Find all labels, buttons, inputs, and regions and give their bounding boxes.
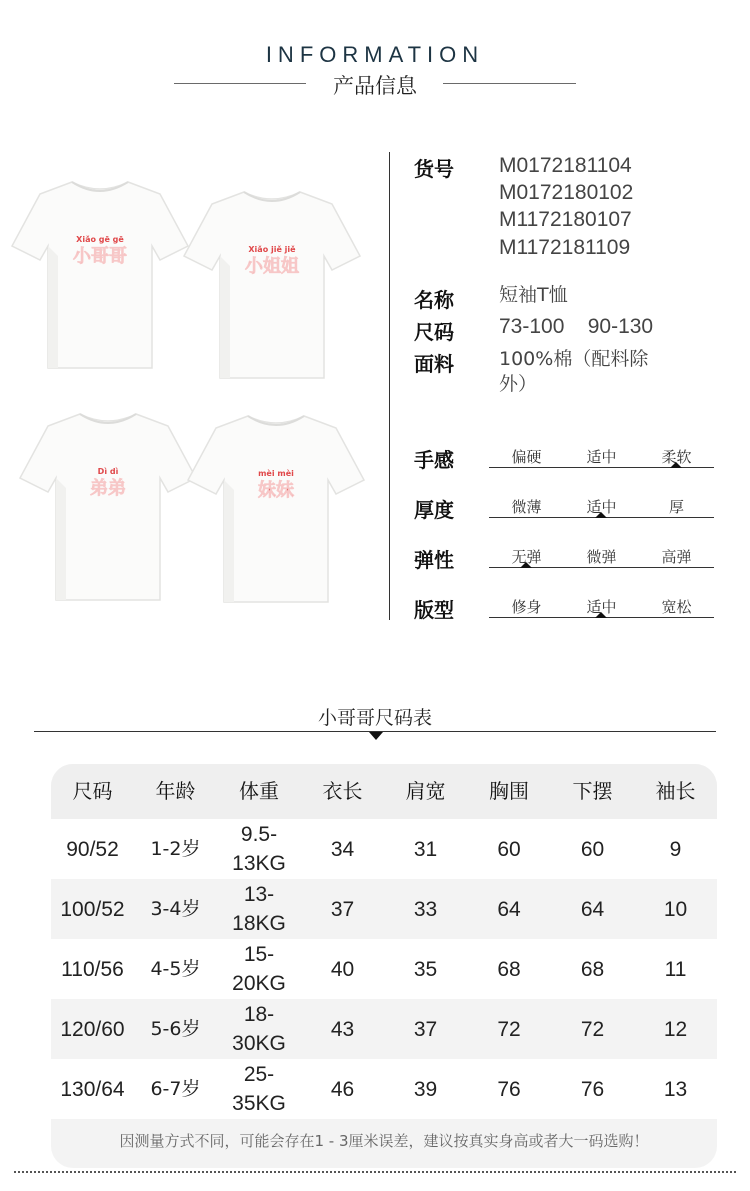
cell-shoulder: 31 — [413, 837, 438, 861]
cell-hem: 64 — [580, 897, 605, 921]
cell-length: 34 — [330, 837, 355, 861]
scale-option: 宽松 — [661, 598, 692, 616]
scale-option: 无弹 — [511, 548, 542, 566]
cell-chest: 60 — [497, 837, 521, 861]
tshirt-image-meimei — [186, 410, 366, 606]
cell-age: 1-2岁 — [150, 837, 201, 860]
cell-sleeve: 10 — [663, 897, 688, 921]
table-row — [51, 879, 717, 939]
cell-chest: 76 — [497, 1077, 521, 1101]
fabric-label: 面料 — [414, 352, 454, 376]
scale-option: 厚 — [668, 498, 684, 516]
weight-line: 30KG — [232, 1032, 286, 1055]
cell-weight — [217, 939, 301, 999]
measurement-note: 因测量方式不同，可能会存在1 - 3厘米误差，建议按真实身高或者大一码选购！ — [119, 1132, 649, 1150]
print-pinyin: Xiǎo gē gē — [76, 235, 124, 244]
scale-option: 高弹 — [661, 548, 692, 566]
tshirt-body — [184, 192, 360, 378]
header-cell: 衣长 — [322, 779, 363, 803]
info-divider — [389, 152, 390, 620]
scale-indicator-icon — [595, 612, 607, 618]
size-table-title: 小哥哥尺码表 — [317, 707, 432, 729]
print-pinyin: mèi mèi — [258, 469, 294, 478]
header-cell: 年龄 — [155, 779, 196, 803]
header-cell: 袖长 — [655, 779, 696, 803]
tshirt-image-didi — [18, 408, 198, 604]
cell-length: 46 — [330, 1077, 355, 1101]
table-row — [51, 999, 717, 1059]
cell-shoulder: 35 — [413, 957, 438, 981]
cell-hem: 72 — [580, 1017, 605, 1041]
fabric-value-cont: 外） — [499, 373, 538, 395]
table-header-row — [51, 764, 717, 819]
table-row — [51, 1059, 717, 1119]
cell-shoulder: 33 — [413, 897, 438, 921]
cell-chest: 72 — [497, 1017, 521, 1041]
cell-length: 40 — [330, 957, 355, 981]
print-text: 妹妹 — [258, 480, 294, 501]
scale-indicator-icon — [520, 562, 532, 568]
tshirt-drawing — [182, 186, 362, 382]
tshirt-drawing — [10, 176, 190, 372]
cell-age: 5-6岁 — [150, 1017, 201, 1040]
tshirt-body — [12, 182, 188, 368]
scale-option: 适中 — [586, 448, 617, 466]
print-text: 弟弟 — [90, 478, 126, 499]
cell-age: 3-4岁 — [150, 897, 201, 920]
section-title-cn: 产品信息 — [333, 74, 417, 98]
fit-scale — [489, 596, 714, 618]
weight-line: 20KG — [232, 972, 286, 995]
size-table — [51, 764, 717, 1168]
elasticity-label: 弹性 — [414, 548, 454, 572]
cell-shoulder: 37 — [413, 1017, 438, 1041]
caret-down-icon — [369, 732, 383, 740]
cell-sleeve: 13 — [663, 1077, 688, 1101]
tshirt-shade — [220, 256, 230, 378]
tshirt-shade — [56, 478, 66, 600]
cell-chest: 68 — [497, 957, 521, 981]
elasticity-scale — [489, 546, 714, 568]
cell-weight — [217, 999, 301, 1059]
print-pinyin: Xiǎo jiě jiě — [248, 245, 296, 254]
weight-line: 15- — [243, 943, 275, 966]
scale-option: 微薄 — [511, 498, 542, 516]
weight-line: 35KG — [232, 1092, 286, 1115]
name-label: 名称 — [414, 288, 454, 312]
bottom-dotted-divider — [14, 1171, 736, 1173]
item-no-label: 货号 — [414, 157, 454, 181]
scale-indicator-icon — [595, 512, 607, 518]
cell-size: 120/60 — [60, 1017, 125, 1041]
scale-option: 适中 — [586, 498, 617, 516]
scale-indicator-icon — [670, 462, 682, 468]
cell-size: 90/52 — [66, 837, 119, 861]
cell-sleeve: 12 — [663, 1017, 688, 1041]
weight-line: 25- — [243, 1063, 275, 1086]
scale-option: 微弹 — [586, 548, 617, 566]
feel-label: 手感 — [414, 448, 454, 472]
item-no-2: M0172180102 — [499, 181, 634, 204]
cell-sleeve: 11 — [664, 957, 687, 981]
weight-line: 13KG — [232, 852, 286, 875]
thickness-scale — [489, 496, 714, 518]
cell-length: 43 — [330, 1017, 355, 1041]
cell-age: 6-7岁 — [150, 1077, 201, 1100]
cell-weight — [217, 1059, 301, 1119]
print-text: 小姐姐 — [245, 256, 299, 277]
size-label: 尺码 — [414, 320, 454, 344]
size-value: 73-100 90-130 — [499, 315, 654, 338]
weight-line: 13- — [243, 883, 275, 906]
cell-sleeve: 9 — [669, 837, 682, 861]
cell-size: 130/64 — [60, 1077, 125, 1101]
cell-hem: 60 — [580, 837, 605, 861]
feel-scale — [489, 446, 714, 468]
cell-length: 37 — [330, 897, 355, 921]
scale-option: 修身 — [511, 598, 542, 616]
cell-weight — [217, 819, 301, 879]
weight-line: 18- — [243, 1003, 275, 1026]
weight-line: 9.5- — [240, 823, 278, 846]
header-cell: 肩宽 — [405, 779, 446, 803]
tshirt-body — [188, 416, 364, 602]
tshirt-shade — [48, 246, 58, 368]
cell-weight — [217, 879, 301, 939]
cell-size: 100/52 — [60, 897, 125, 921]
cell-hem: 68 — [580, 957, 605, 981]
tshirt-shade — [224, 480, 234, 602]
tshirt-image-xiaogege — [10, 176, 190, 372]
scale-option: 偏硬 — [511, 448, 542, 466]
print-text: 小哥哥 — [73, 246, 127, 267]
table-row — [51, 819, 717, 879]
cell-hem: 76 — [580, 1077, 605, 1101]
item-no-4: M1172181109 — [499, 236, 631, 259]
print-pinyin: Dì dì — [97, 467, 119, 476]
cell-shoulder: 39 — [413, 1077, 438, 1101]
section-title-en: INFORMATION — [265, 42, 485, 67]
header-cell: 下摆 — [572, 779, 613, 803]
fabric-value: 100%棉（配料除 — [499, 348, 649, 370]
cell-size: 110/56 — [61, 957, 124, 981]
tshirt-body — [20, 414, 196, 600]
cell-chest: 64 — [497, 897, 521, 921]
table-row — [51, 939, 717, 999]
header-cell: 体重 — [239, 779, 279, 803]
header-cell: 尺码 — [72, 779, 113, 803]
item-no-3: M1172180107 — [499, 208, 632, 231]
cell-age: 4-5岁 — [150, 957, 201, 980]
header-cell: 胸围 — [489, 779, 529, 803]
item-no-1: M0172181104 — [499, 154, 632, 177]
scale-option: 适中 — [586, 598, 617, 616]
fit-label: 版型 — [414, 598, 454, 622]
scale-option: 柔软 — [661, 448, 692, 466]
tshirt-drawing — [18, 408, 198, 604]
tshirt-image-xiaojiejie — [182, 186, 362, 382]
tshirt-drawing — [186, 410, 366, 606]
thickness-label: 厚度 — [414, 498, 454, 522]
weight-line: 18KG — [232, 912, 286, 935]
name-value: 短袖T恤 — [499, 284, 568, 306]
